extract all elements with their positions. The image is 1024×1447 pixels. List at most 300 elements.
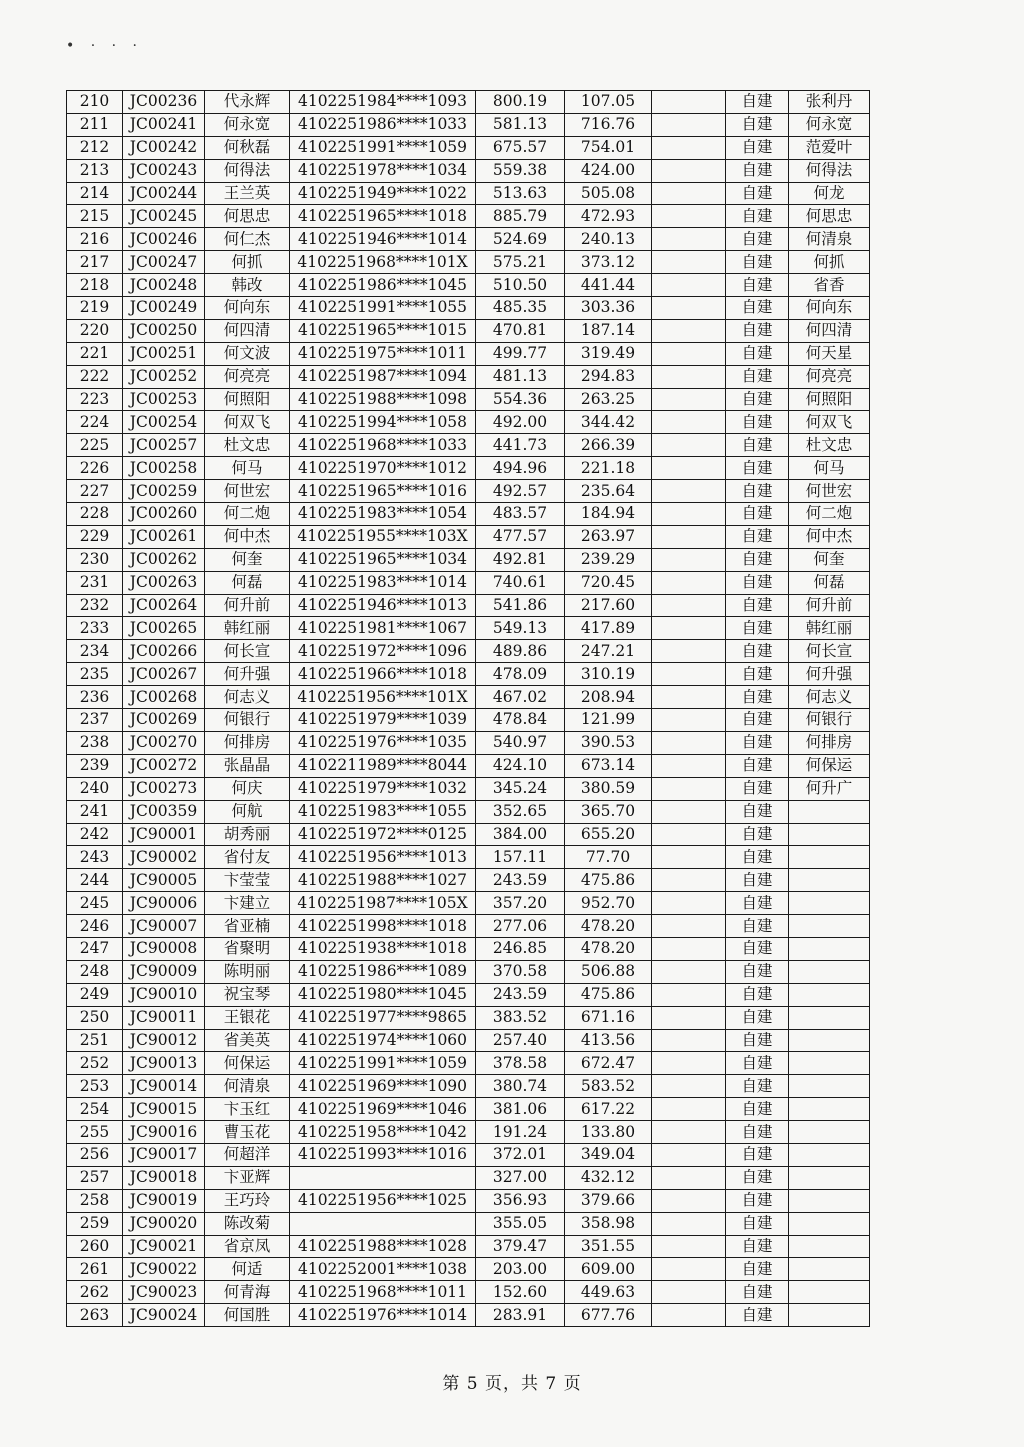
blank-cell	[652, 869, 726, 892]
table-row	[67, 983, 870, 1006]
name-cell: 何四清	[205, 319, 290, 342]
code-cell: JC00273	[123, 777, 205, 800]
table-row	[67, 1121, 870, 1144]
name-cell: 省付友	[205, 846, 290, 869]
table-row	[67, 663, 870, 686]
seq-cell: 231	[67, 571, 123, 594]
type-cell: 自建	[726, 91, 789, 114]
owner-cell	[789, 1143, 870, 1166]
name-cell: 何庆	[205, 777, 290, 800]
seq-cell: 242	[67, 823, 123, 846]
owner-cell: 何世宏	[789, 480, 870, 503]
area1-cell: 152.60	[476, 1281, 565, 1304]
owner-cell	[789, 1029, 870, 1052]
table-row	[67, 342, 870, 365]
seq-cell: 228	[67, 503, 123, 526]
area1-cell: 485.35	[476, 297, 565, 320]
owner-cell: 省香	[789, 274, 870, 297]
type-cell: 自建	[726, 1166, 789, 1189]
name-cell: 何清泉	[205, 1075, 290, 1098]
area1-cell: 384.00	[476, 823, 565, 846]
type-cell: 自建	[726, 1281, 789, 1304]
id-number-cell: 4102251949****1022	[290, 182, 476, 205]
name-cell: 何马	[205, 457, 290, 480]
owner-cell	[789, 823, 870, 846]
type-cell: 自建	[726, 823, 789, 846]
area2-cell: 263.25	[565, 388, 652, 411]
type-cell: 自建	[726, 251, 789, 274]
code-cell: JC90007	[123, 915, 205, 938]
type-cell: 自建	[726, 388, 789, 411]
seq-cell: 259	[67, 1212, 123, 1235]
id-number-cell: 4102251956****1013	[290, 846, 476, 869]
area2-cell: 671.16	[565, 1006, 652, 1029]
area2-cell: 351.55	[565, 1235, 652, 1258]
blank-cell	[652, 686, 726, 709]
blank-cell	[652, 960, 726, 983]
type-cell: 自建	[726, 663, 789, 686]
owner-cell	[789, 1258, 870, 1281]
area1-cell: 381.06	[476, 1098, 565, 1121]
code-cell: JC90010	[123, 983, 205, 1006]
owner-cell	[789, 1098, 870, 1121]
id-number-cell: 4102251983****1014	[290, 571, 476, 594]
blank-cell	[652, 411, 726, 434]
area1-cell: 513.63	[476, 182, 565, 205]
seq-cell: 222	[67, 365, 123, 388]
area2-cell: 373.12	[565, 251, 652, 274]
seq-cell: 240	[67, 777, 123, 800]
name-cell: 杜文忠	[205, 434, 290, 457]
name-cell: 省美英	[205, 1029, 290, 1052]
seq-cell: 237	[67, 709, 123, 732]
owner-cell: 何亮亮	[789, 365, 870, 388]
table-row	[67, 960, 870, 983]
blank-cell	[652, 182, 726, 205]
blank-cell	[652, 709, 726, 732]
owner-cell	[789, 983, 870, 1006]
id-number-cell: 4102251986****1089	[290, 960, 476, 983]
name-cell: 何文波	[205, 342, 290, 365]
area1-cell: 740.61	[476, 571, 565, 594]
code-cell: JC90006	[123, 892, 205, 915]
blank-cell	[652, 754, 726, 777]
area1-cell: 489.86	[476, 640, 565, 663]
id-number-cell: 4102251958****1042	[290, 1121, 476, 1144]
area2-cell: 107.05	[565, 91, 652, 114]
id-number-cell: 4102251994****1058	[290, 411, 476, 434]
code-cell: JC00257	[123, 434, 205, 457]
area2-cell: 77.70	[565, 846, 652, 869]
owner-cell: 何马	[789, 457, 870, 480]
table-row	[67, 846, 870, 869]
table-row	[67, 388, 870, 411]
table-row	[67, 1075, 870, 1098]
blank-cell	[652, 1304, 726, 1327]
blank-cell	[652, 388, 726, 411]
type-cell: 自建	[726, 1098, 789, 1121]
area2-cell: 432.12	[565, 1166, 652, 1189]
blank-cell	[652, 777, 726, 800]
table-row	[67, 434, 870, 457]
type-cell: 自建	[726, 892, 789, 915]
type-cell: 自建	[726, 1304, 789, 1327]
seq-cell: 230	[67, 548, 123, 571]
id-number-cell: 4102251983****1055	[290, 800, 476, 823]
owner-cell: 何保运	[789, 754, 870, 777]
owner-cell: 何双飞	[789, 411, 870, 434]
area2-cell: 133.80	[565, 1121, 652, 1144]
seq-cell: 238	[67, 731, 123, 754]
id-number-cell: 4102251988****1028	[290, 1235, 476, 1258]
area2-cell: 475.86	[565, 869, 652, 892]
code-cell: JC90012	[123, 1029, 205, 1052]
id-number-cell: 4102251965****1016	[290, 480, 476, 503]
blank-cell	[652, 136, 726, 159]
blank-cell	[652, 1258, 726, 1281]
blank-cell	[652, 892, 726, 915]
blank-cell	[652, 205, 726, 228]
seq-cell: 236	[67, 686, 123, 709]
name-cell: 何中杰	[205, 525, 290, 548]
area2-cell: 221.18	[565, 457, 652, 480]
blank-cell	[652, 1235, 726, 1258]
name-cell: 何磊	[205, 571, 290, 594]
owner-cell	[789, 937, 870, 960]
type-cell: 自建	[726, 800, 789, 823]
code-cell: JC00247	[123, 251, 205, 274]
id-number-cell: 4102251946****1013	[290, 594, 476, 617]
id-number-cell: 4102251965****1015	[290, 319, 476, 342]
table-row	[67, 525, 870, 548]
area1-cell: 243.59	[476, 869, 565, 892]
area2-cell: 390.53	[565, 731, 652, 754]
seq-cell: 210	[67, 91, 123, 114]
table-body	[67, 91, 870, 1327]
code-cell: JC90024	[123, 1304, 205, 1327]
blank-cell	[652, 251, 726, 274]
type-cell: 自建	[726, 1212, 789, 1235]
owner-cell: 何磊	[789, 571, 870, 594]
area1-cell: 478.84	[476, 709, 565, 732]
table-row	[67, 297, 870, 320]
area2-cell: 379.66	[565, 1189, 652, 1212]
code-cell: JC00270	[123, 731, 205, 754]
id-number-cell: 4102251938****1018	[290, 937, 476, 960]
name-cell: 陈明丽	[205, 960, 290, 983]
name-cell: 何保运	[205, 1052, 290, 1075]
type-cell: 自建	[726, 1235, 789, 1258]
area2-cell: 319.49	[565, 342, 652, 365]
type-cell: 自建	[726, 525, 789, 548]
table-row	[67, 1052, 870, 1075]
seq-cell: 246	[67, 915, 123, 938]
code-cell: JC90022	[123, 1258, 205, 1281]
seq-cell: 263	[67, 1304, 123, 1327]
seq-cell: 221	[67, 342, 123, 365]
area1-cell: 370.58	[476, 960, 565, 983]
area1-cell: 541.86	[476, 594, 565, 617]
type-cell: 自建	[726, 434, 789, 457]
area2-cell: 424.00	[565, 159, 652, 182]
id-number-cell	[290, 1166, 476, 1189]
blank-cell	[652, 159, 726, 182]
id-number-cell: 4102251991****1055	[290, 297, 476, 320]
seq-cell: 226	[67, 457, 123, 480]
table-row	[67, 709, 870, 732]
code-cell: JC90020	[123, 1212, 205, 1235]
seq-cell: 239	[67, 754, 123, 777]
name-cell: 陈改菊	[205, 1212, 290, 1235]
blank-cell	[652, 800, 726, 823]
blank-cell	[652, 228, 726, 251]
table-row	[67, 617, 870, 640]
blank-cell	[652, 594, 726, 617]
name-cell: 何亮亮	[205, 365, 290, 388]
id-number-cell: 4102251968****101X	[290, 251, 476, 274]
owner-cell: 何奎	[789, 548, 870, 571]
name-cell: 何得法	[205, 159, 290, 182]
seq-cell: 218	[67, 274, 123, 297]
seq-cell: 255	[67, 1121, 123, 1144]
seq-cell: 217	[67, 251, 123, 274]
owner-cell	[789, 1212, 870, 1235]
seq-cell: 216	[67, 228, 123, 251]
type-cell: 自建	[726, 594, 789, 617]
blank-cell	[652, 91, 726, 114]
owner-cell: 何二炮	[789, 503, 870, 526]
owner-cell: 何得法	[789, 159, 870, 182]
area2-cell: 677.76	[565, 1304, 652, 1327]
area2-cell: 187.14	[565, 319, 652, 342]
type-cell: 自建	[726, 1052, 789, 1075]
code-cell: JC00266	[123, 640, 205, 663]
owner-cell	[789, 1304, 870, 1327]
name-cell: 何仁杰	[205, 228, 290, 251]
area2-cell: 609.00	[565, 1258, 652, 1281]
table-row	[67, 1006, 870, 1029]
code-cell: JC00262	[123, 548, 205, 571]
code-cell: JC90002	[123, 846, 205, 869]
area1-cell: 424.10	[476, 754, 565, 777]
owner-cell	[789, 869, 870, 892]
id-number-cell: 4102251965****1018	[290, 205, 476, 228]
id-number-cell: 4102251970****1012	[290, 457, 476, 480]
area2-cell: 617.22	[565, 1098, 652, 1121]
blank-cell	[652, 1098, 726, 1121]
blank-cell	[652, 1029, 726, 1052]
area2-cell: 754.01	[565, 136, 652, 159]
area1-cell: 357.20	[476, 892, 565, 915]
type-cell: 自建	[726, 915, 789, 938]
owner-cell	[789, 1121, 870, 1144]
table-row	[67, 228, 870, 251]
owner-cell: 何天星	[789, 342, 870, 365]
area2-cell: 235.64	[565, 480, 652, 503]
owner-cell: 何龙	[789, 182, 870, 205]
blank-cell	[652, 617, 726, 640]
type-cell: 自建	[726, 159, 789, 182]
id-number-cell: 4102251956****101X	[290, 686, 476, 709]
table-row	[67, 457, 870, 480]
table-row	[67, 823, 870, 846]
area2-cell: 239.29	[565, 548, 652, 571]
page-footer: 第 5 页，共 7 页	[442, 1374, 582, 1394]
code-cell: JC00269	[123, 709, 205, 732]
area2-cell: 247.21	[565, 640, 652, 663]
table-row	[67, 1098, 870, 1121]
owner-cell: 何银行	[789, 709, 870, 732]
id-number-cell: 4102251991****1059	[290, 1052, 476, 1075]
area2-cell: 475.86	[565, 983, 652, 1006]
seq-cell: 257	[67, 1166, 123, 1189]
table-row	[67, 91, 870, 114]
id-number-cell: 4102251998****1018	[290, 915, 476, 938]
area1-cell: 203.00	[476, 1258, 565, 1281]
code-cell: JC00242	[123, 136, 205, 159]
name-cell: 何超洋	[205, 1143, 290, 1166]
seq-cell: 215	[67, 205, 123, 228]
name-cell: 曹玉花	[205, 1121, 290, 1144]
owner-cell: 何中杰	[789, 525, 870, 548]
blank-cell	[652, 548, 726, 571]
area2-cell: 720.45	[565, 571, 652, 594]
area1-cell: 283.91	[476, 1304, 565, 1327]
area2-cell: 217.60	[565, 594, 652, 617]
type-cell: 自建	[726, 869, 789, 892]
name-cell: 何奎	[205, 548, 290, 571]
type-cell: 自建	[726, 136, 789, 159]
code-cell: JC00250	[123, 319, 205, 342]
id-number-cell: 4102251966****1018	[290, 663, 476, 686]
seq-cell: 213	[67, 159, 123, 182]
blank-cell	[652, 915, 726, 938]
area1-cell: 378.58	[476, 1052, 565, 1075]
area1-cell: 246.85	[476, 937, 565, 960]
owner-cell	[789, 1006, 870, 1029]
owner-cell: 何抓	[789, 251, 870, 274]
table-row	[67, 571, 870, 594]
area2-cell: 952.70	[565, 892, 652, 915]
id-number-cell: 4102251976****1014	[290, 1304, 476, 1327]
table-row	[67, 503, 870, 526]
id-number-cell: 4102251991****1059	[290, 136, 476, 159]
type-cell: 自建	[726, 411, 789, 434]
area2-cell: 583.52	[565, 1075, 652, 1098]
seq-cell: 253	[67, 1075, 123, 1098]
type-cell: 自建	[726, 960, 789, 983]
blank-cell	[652, 640, 726, 663]
name-cell: 王银花	[205, 1006, 290, 1029]
table-row	[67, 892, 870, 915]
id-number-cell: 4102251975****1011	[290, 342, 476, 365]
type-cell: 自建	[726, 1075, 789, 1098]
id-number-cell: 4102251986****1045	[290, 274, 476, 297]
blank-cell	[652, 663, 726, 686]
area2-cell: 365.70	[565, 800, 652, 823]
id-number-cell: 4102251969****1090	[290, 1075, 476, 1098]
code-cell: JC00248	[123, 274, 205, 297]
table-row	[67, 136, 870, 159]
code-cell: JC00252	[123, 365, 205, 388]
type-cell: 自建	[726, 754, 789, 777]
table-row	[67, 365, 870, 388]
code-cell: JC90011	[123, 1006, 205, 1029]
blank-cell	[652, 571, 726, 594]
area2-cell: 478.20	[565, 937, 652, 960]
owner-cell	[789, 1281, 870, 1304]
area1-cell: 885.79	[476, 205, 565, 228]
table-row	[67, 251, 870, 274]
owner-cell: 范爱叶	[789, 136, 870, 159]
code-cell: JC00246	[123, 228, 205, 251]
area1-cell: 355.05	[476, 1212, 565, 1235]
seq-cell: 234	[67, 640, 123, 663]
id-number-cell: 4102251955****103X	[290, 525, 476, 548]
id-number-cell: 4102251979****1039	[290, 709, 476, 732]
owner-cell	[789, 1075, 870, 1098]
id-number-cell	[290, 1212, 476, 1235]
area2-cell: 441.44	[565, 274, 652, 297]
owner-cell	[789, 892, 870, 915]
code-cell: JC00264	[123, 594, 205, 617]
blank-cell	[652, 1052, 726, 1075]
code-cell: JC00243	[123, 159, 205, 182]
seq-cell: 220	[67, 319, 123, 342]
area2-cell: 417.89	[565, 617, 652, 640]
seq-cell: 250	[67, 1006, 123, 1029]
code-cell: JC00259	[123, 480, 205, 503]
blank-cell	[652, 503, 726, 526]
name-cell: 韩改	[205, 274, 290, 297]
area1-cell: 380.74	[476, 1075, 565, 1098]
code-cell: JC00265	[123, 617, 205, 640]
area2-cell: 240.13	[565, 228, 652, 251]
id-number-cell: 4102251969****1046	[290, 1098, 476, 1121]
type-cell: 自建	[726, 342, 789, 365]
area1-cell: 441.73	[476, 434, 565, 457]
code-cell: JC00260	[123, 503, 205, 526]
code-cell: JC00359	[123, 800, 205, 823]
table-row	[67, 754, 870, 777]
area1-cell: 327.00	[476, 1166, 565, 1189]
table-row	[67, 1281, 870, 1304]
area1-cell: 356.93	[476, 1189, 565, 1212]
seq-cell: 262	[67, 1281, 123, 1304]
table-row	[67, 937, 870, 960]
seq-cell: 227	[67, 480, 123, 503]
type-cell: 自建	[726, 937, 789, 960]
code-cell: JC00236	[123, 91, 205, 114]
code-cell: JC90021	[123, 1235, 205, 1258]
seq-cell: 224	[67, 411, 123, 434]
area1-cell: 478.09	[476, 663, 565, 686]
owner-cell	[789, 1166, 870, 1189]
seq-cell: 247	[67, 937, 123, 960]
blank-cell	[652, 525, 726, 548]
type-cell: 自建	[726, 1121, 789, 1144]
area1-cell: 675.57	[476, 136, 565, 159]
table-row	[67, 274, 870, 297]
seq-cell: 245	[67, 892, 123, 915]
owner-cell: 何永宽	[789, 113, 870, 136]
code-cell: JC00272	[123, 754, 205, 777]
area2-cell: 303.36	[565, 297, 652, 320]
seq-cell: 249	[67, 983, 123, 1006]
seq-cell: 254	[67, 1098, 123, 1121]
type-cell: 自建	[726, 113, 789, 136]
blank-cell	[652, 846, 726, 869]
